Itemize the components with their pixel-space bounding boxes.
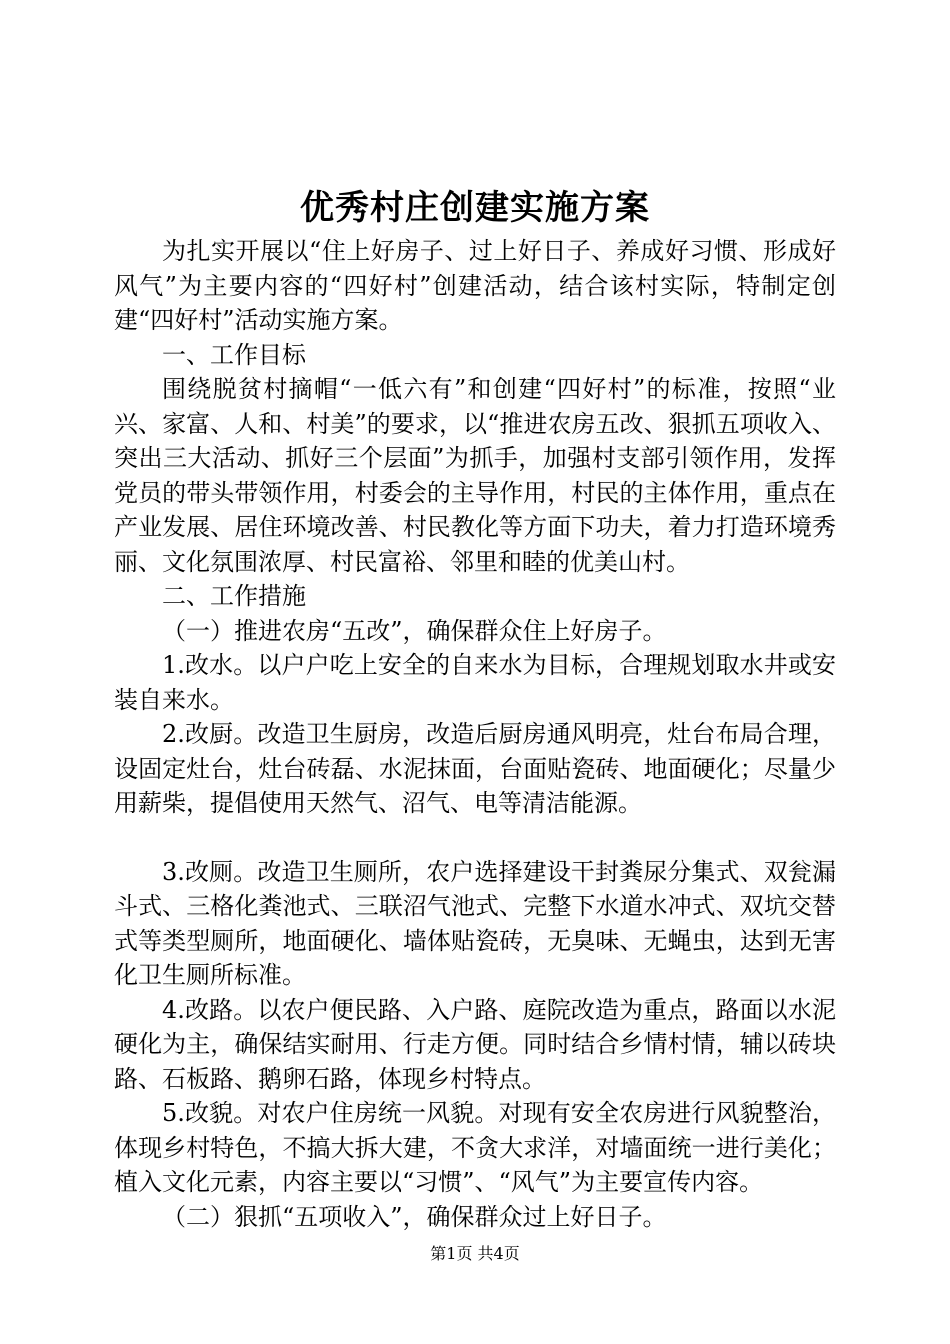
heading-work-measures: 二、工作措施 [162, 582, 306, 610]
paragraph-appearance: 5.改貌。对农户住房统一风貌。对现有安全农房进行风貌整治，体现乡村特色，不搞大拆大建，不贪大求洋，对墙面统一进行美化；植入文化元素，内容主要以“习惯”、“风气”为主要宣传内容。 [114, 1099, 836, 1196]
paragraph-water: 1.改水。以户户吃上安全的自来水为目标，合理规划取水井或安装自来水。 [114, 651, 836, 714]
paragraph-toilet: 3.改厕。改造卫生厕所，农户选择建设干封粪尿分集式、双瓮漏斗式、三格化粪池式、三联沼气池式、完整下水道水冲式、双坑交替式等类型厕所，地面硬化、墙体贴瓷砖，无臭味、无蝇虫，达到无害化卫生厕所标准。 [114, 857, 836, 989]
subheading-five-renovations: （一）推进农房“五改”，确保群众住上好房子。 [162, 616, 667, 645]
paragraph-goals: 围绕脱贫村摘帽“一低六有”和创建“四好村”的标准，按照“业兴、家富、人和、村美”的要求，以“推进农房五改、狠抓五项收入、突出三大活动、抓好三个层面”为抓手，加强村支部引领作用，发挥党员的带头带领作用，村委会的主导作用，村民的主体作用，重点在产业发展、居住环境改善、村民教化等方面下功夫，着力打造环境秀丽、文化氛围浓厚、村民富裕、邻里和睦的优美山村。 [114, 375, 836, 576]
document-title: 优秀村庄创建实施方案 [300, 188, 650, 228]
paragraph-road: 4.改路。以农户便民路、入户路、庭院改造为重点，路面以水泥硬化为主，确保结实耐用、行走方便。同时结合乡情村情，辅以砖块路、石板路、鹅卵石路，体现乡村特点。 [114, 995, 836, 1093]
heading-work-goals: 一、工作目标 [162, 340, 306, 369]
paragraph-kitchen: 2.改厨。改造卫生厨房，改造后厨房通风明亮，灶台布局合理，设固定灶台，灶台砖磊、水泥抹面，台面贴瓷砖、地面硬化；尽量少用薪柴，提倡使用天然气、沼气、电等清洁能源。 [114, 720, 836, 817]
paragraph-intro: 为扎实开展以“住上好房子、过上好日子、养成好习惯、形成好风气”为主要内容的“四好村”创建活动，结合该村实际，特制定创建“四好村”活动实施方案。 [114, 237, 836, 334]
document-body [114, 234, 836, 1234]
subheading-five-incomes: （二）狠抓“五项收入”，确保群众过上好日子。 [162, 1202, 667, 1231]
page-footer: 第1页 共4页 [430, 1244, 520, 1263]
